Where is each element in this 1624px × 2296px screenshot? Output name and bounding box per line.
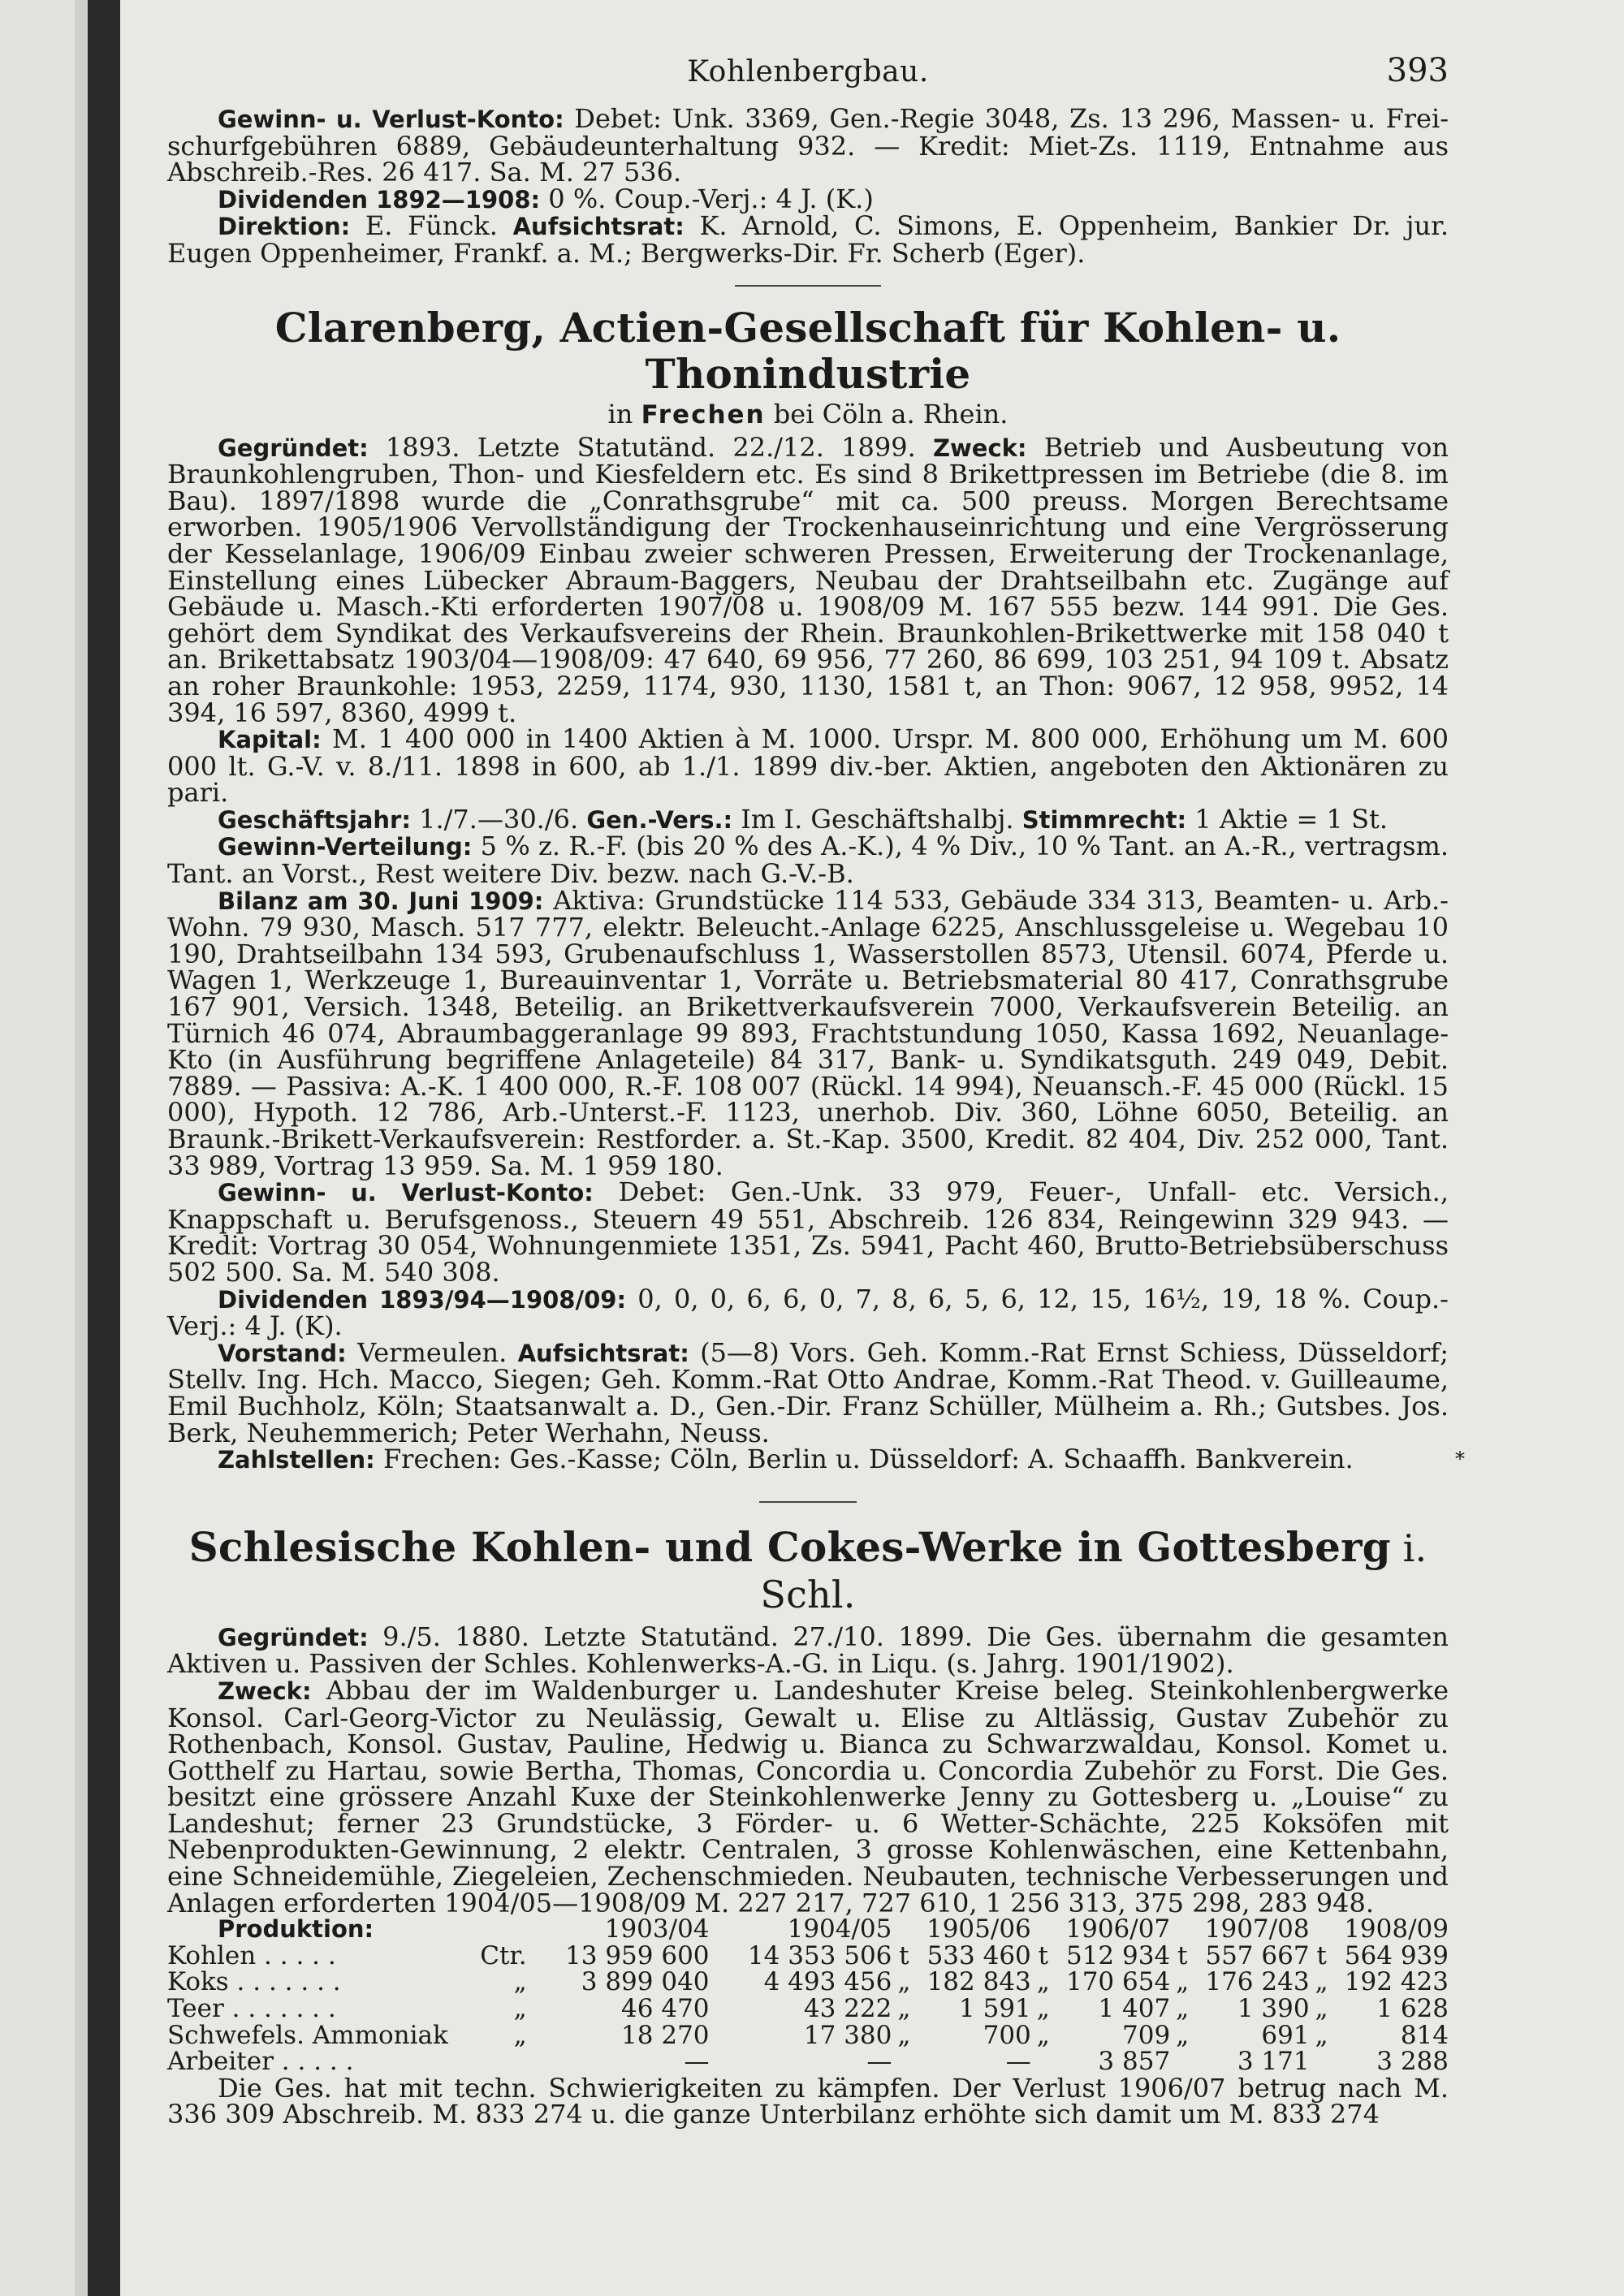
entry-location [167,399,1449,429]
table-row [167,1996,1449,2022]
field-label: Gewinn- u. Verlust-Konto: [218,1179,594,1207]
top-entry [167,103,1449,269]
paragraph-direktion [167,210,1449,269]
unit-mark: „ [1315,1994,1328,2024]
unit-mark: „ [897,1967,911,1997]
field-label: Gegründet: [218,1623,369,1651]
paragraph-bilanz [167,884,1449,1181]
table-cell: 1 407 [1098,1994,1171,2024]
end-mark: * [1455,1448,1465,1471]
field-label: Aufsichtsrat: [512,213,685,241]
table-cell: 46 470 [621,1994,710,2024]
leader-dots: . . . . . . . [228,1967,341,1997]
paragraph-zweck [167,1674,1449,1918]
field-text: Debet: Gen.-Unk. 33 979, Feuer-, Unfall- etc. Versich., Knappschaft u. Berufsgenoss., Steuern 49 551, Abschreib. 126 834, Reingewinn 329 943. — Kredit: Vortrag 30 054, Wohnungenmiete 1351, Zs. 5941, Pacht 460, Brutto-Betriebsüberschuss 502 500. Sa. M. 540 308. [167,1176,1449,1288]
field-text: (5—8) Vors. Geh. Komm.-Rat Ernst Schiess, Düsseldorf; Stellv. Ing. Hch. Macco, Siegen; Geh. Komm.-Rat Otto Andrae, Komm.-Rat Theod. v. Guilleaume, Emil Buchholz, Köln; Staatsanwalt a. D., Gen.-Dir. Franz Schüller, Mülheim a. Rh.; Gutsbes. Jos. Berk, Neuhemmerich; Peter Werhahn, Neuss. [167,1336,1449,1448]
year-header: 1903/04 [604,1914,710,1944]
unit-mark: „ [1036,1967,1050,1997]
table-cell: 13 959 600 [565,1940,710,1970]
unit-mark: „ [1036,2020,1050,2050]
unit-mark: „ [897,1994,911,2024]
table-cell: 1 390 [1237,1994,1310,2024]
unit-mark: t [1177,1940,1188,1970]
field-text: 1./7.—30./6. [410,803,587,835]
unit-mark: „ [1315,1967,1328,1997]
unit-mark: „ [1176,1967,1190,1997]
entry-schlesische [167,1524,1449,2128]
field-label: Gewinn-Verteilung: [218,833,473,861]
table-cell: 700 [983,2020,1031,2050]
unit-mark: t [1038,1940,1049,1970]
entry-title-main: Schlesische Kohlen- und Cokes-Werke in Gottesberg [188,1522,1391,1571]
entry-title: Clarenberg, Actien-Gesellschaft für Kohlen- u. Thonindustrie [274,303,1341,399]
row-name: Schwefels. Ammoniak [167,2020,448,2050]
table-cell: 557 667 [1205,1940,1310,1970]
unit-mark: „ [1315,2020,1328,2050]
field-label: Zahlstellen: [218,1446,375,1474]
section-divider [759,1501,857,1503]
table-cell: 17 380 [803,2020,892,2050]
row-unit [476,2048,527,2075]
book-spine [88,0,120,2296]
paragraph-gewinn-verteilung [167,831,1449,890]
facing-page-strip [0,0,88,2296]
table-cell: 1 628 [1376,1994,1449,2024]
field-text: 5 % z. R.-F. (bis 20 % des A.-K.), 4 % Div., 10 % Tant. an A.-R., vertragsm. Tant. an Vorst., Rest weitere Div. bezw. nach G.-V.-B. [167,831,1449,890]
field-text: 1893. Letzte Statutänd. 22./12. 1899. [368,431,933,463]
row-name: Kohlen [167,1940,257,1970]
field-text: Dr. jur. Eugen Oppenheimer, Frankf. a. M.; Bergwerks-Dir. Fr. Scherb (Eger). [167,210,1449,269]
field-text: M. 1 400 000 in 1400 Aktien à M. 1000. Urspr. M. 800 000, Erhöhung um M. 600 000 lt. G.-V. v. 8./11. 1898 in 600, ab 1./1. 1899 div.-ber. Aktien, angeboten den Aktionären zu pari. [167,723,1449,809]
paragraph-gegruendet [167,431,1449,728]
field-label: Zweck: [218,1677,312,1705]
section-divider [735,285,881,287]
table-cell: 3 288 [1376,2047,1449,2077]
table-cell: — [684,2047,710,2077]
table-cell: 709 [1122,2020,1171,2050]
row-unit: „ [513,1967,527,1997]
year-header: 1904/05 [787,1914,892,1944]
row-unit: Ctr. [480,1940,527,1970]
field-text: Abschreib.-Res. 26 417. Sa. M. 27 536. [167,157,682,188]
field-text: 1 Aktie = 1 St. [1186,803,1389,835]
year-header: 1906/07 [1065,1914,1171,1944]
field-label: Gewinn- u. Verlust-Konto: [218,106,564,133]
unit-mark: „ [1036,1994,1050,2024]
field-text: Debet: Unk. 3369, Gen.-Regie 3048, Zs. 13 296, Massen- u. Frei- [564,103,1449,134]
paragraph-closing: Die Ges. hat mit techn. Schwierigkeiten zu kämpfen. Der Verlust 1906/07 betrug nach M. 336 309 Abschreib. M. 833 274 u. die ganze Unterbilanz erhöhte sich damit um M. 833 274 [167,2072,1449,2130]
field-text: 0 %. Coup.-Verj.: 4 J. (K.) [540,183,874,214]
field-label: Vorstand: [218,1339,347,1367]
row-unit: „ [513,1994,527,2024]
row-name: Koks [167,1967,229,1997]
header-title: Kohlenbergbau. [687,55,929,88]
table-cell: 170 654 [1065,1967,1171,1997]
unit-mark: „ [897,2020,911,2050]
production-header-row [167,1916,1449,1943]
field-label: Bilanz am 30. Juni 1909: [218,887,544,915]
table-cell: 564 939 [1344,1940,1449,1970]
table-row [167,1943,1449,1970]
table-cell: 3 171 [1237,2047,1310,2077]
entry-clarenberg [167,303,1465,1475]
location-town: Frechen [641,399,766,429]
location-prefix: in [607,398,641,429]
unit-mark: „ [1176,2020,1190,2050]
table-row [167,2022,1449,2049]
field-text: 0, 0, 0, 6, 6, 0, 7, 8, 6, 5, 6, 12, 15, 16½, 19, 18 %. Coup.-Verj.: 4 J. (K). [167,1283,1449,1342]
field-label: Gen.-Vers.: [586,805,733,834]
leader-dots: . . . . . . . [223,1994,336,2024]
field-text: schurfgebühren 6889, Gebäudeunterhaltung 932. — Kredit: Miet-Zs. 1119, Entnahme aus [167,130,1449,162]
row-name: Teer [167,1994,224,2024]
unit-mark: t [899,1940,909,1970]
field-label: Zweck: [932,434,1027,462]
paragraph-gewinn-verlust [167,103,1449,188]
table-cell: 192 423 [1344,1967,1449,1997]
field-label: Stimmrecht: [1021,805,1187,834]
field-text: Im I. Geschäftshalbj. [732,803,1022,835]
table-cell: 4 493 456 [763,1967,892,1997]
field-label: Aufsichtsrat: [517,1339,689,1367]
field-text: Aktiva: Grundstücke 114 533, Gebäude 334 313, Beamten- u. Arb.-Wohn. 79 930, Masch. 517 777, elektr. Beleucht.-Anlage 6225, Anschlussgeleise u. Wegebau 10 190, Drahtseilbahn 134 593, Grubenaufschluss 1, Wasserstollen 8573, Utensil. 6074, Pferde u. Wagen 1, Werkzeuge 1, Bureauinventar 1, Vorräte u. Betriebsmaterial 80 417, Conrathsgrube 167 901, Versich. 1348, Beteilig. an Brikettverkaufsverein 7000, Verkaufsverein Beteilig. an Türnich 46 074, Abraumbaggeranlage 99 893, Frachtstundung 1050, Kassa 1692, Neuanlage-Kto (in Ausführung begriffene Anlageteile) 84 317, Bank- u. Syndikatsguth. 249 049, Debit. 7889. — Passiva: A.-K. 1 400 000, R.-F. 108 007 (Rückl. 14 994), Neuansch.-F. 45 000 (Rückl. 15 000), Hypoth. 12 786, Arb.-Unterst.-F. 1123, unerhob. Div. 360, Löhne 6050, Beteilig. an Braunk.-Brikett-Verkaufsverein: Restforder. a. St.-Kap. 3500, Kredit. 82 404, Div. 252 000, Tant. 33 989, Vortrag 13 959. Sa. M. 1 959 180. [167,884,1449,1181]
table-cell: 182 843 [926,1967,1031,1997]
leader-dots: . . . . . [273,2047,354,2077]
paragraph-dividenden [167,1283,1449,1342]
field-text: Abbau der im Waldenburger u. Landeshuter Kreise beleg. Steinkohlenbergwerke Konsol. Carl-Georg-Victor zu Neulässig, Gewalt u. Elise zu Altlässig, Gustav Zubehör zu Rothenbach, Konsol. Gustav, Pauline, Hedwig u. Bianca zu Schwarzwaldau, Konsol. Komet u. Gotthelf zu Hartau, sowie Bertha, Thomas, Concordia u. Concordia Zubehör zu Forst. Die Ges. besitzt eine grössere Anzahl Kuxe der Steinkohlenwerke Jenny zu Gottesberg u. „Louise“ zu Landeshut; ferner 23 Grundstücke, 3 Förder- u. 6 Wetter-Schächte, 225 Koksöfen mit Nebenprodukten-Gewinnung, 2 elektr. Centralen, 3 grosse Kohlenwäschen, eine Kettenbahn, eine Schneidemühle, Ziegeleien, Zechenschmieden. Neubauten, technische Verbesserungen und Anlagen erforderten 1904/05—1908/09 M. 227 217, 727 610, 1 256 313, 375 298, 283 948. [167,1674,1449,1918]
production-table [167,1916,1449,2075]
table-cell: 691 [1261,2020,1310,2050]
table-cell: 1 591 [959,1994,1031,2024]
row-unit: „ [513,2020,527,2050]
table-cell: 176 243 [1205,1967,1310,1997]
field-text: K. Arnold, C. Simons, E. Oppenheim, Bankier [684,210,1337,242]
text-column [167,49,1465,2130]
production-label: Produktion: [218,1915,374,1944]
year-header: 1907/08 [1204,1914,1310,1944]
field-text: E. Fünck. [350,210,513,242]
location-suffix: bei Cöln a. Rhein. [765,398,1009,429]
paragraph-geschaeftsjahr [167,803,1449,835]
table-cell: 43 222 [803,1994,892,2024]
year-header: 1905/06 [926,1914,1031,1944]
paragraph-zahlstellen [167,1444,1465,1475]
table-row [167,2048,1449,2075]
field-text: Vermeulen. [346,1336,518,1368]
year-header: 1908/09 [1344,1914,1449,1944]
field-label: Dividenden 1892—1908: [218,185,541,214]
table-cell: 3 857 [1098,2047,1171,2077]
table-cell: — [1005,2047,1031,2077]
row-name: Arbeiter [167,2047,274,2077]
entry-title-suffix: i. Schl. [760,1526,1427,1617]
paragraph-gewinn-verlust [167,1176,1449,1288]
table-row [167,1969,1449,1996]
table-cell: 512 934 [1065,1940,1171,1970]
table-cell: 3 899 040 [581,1967,710,1997]
unit-mark: t [1316,1940,1327,1970]
field-label: Direktion: [218,213,351,241]
table-cell: 14 353 506 [747,1940,892,1970]
field-text: Betrieb und Ausbeutung von Braunkohlengruben, Thon- und Kiesfeldern etc. Es sind 8 Brikettpressen im Betriebe (die 8. im Bau). 1897/1898 wurde die „Conrathsgrube“ mit ca. 500 preuss. Morgen Berechtsame erworben. 1905/1906 Vervollständigung der Trockenhauseinrichtung und eine Vergrösserung der Kesselanlage, 1906/09 Einbau zweier schweren Pressen, Erweiterung der Trockenanlage, Einstellung eines Lübecker Abraum-Baggers, Neubau der Drahtseilbahn etc. Zugänge auf Gebäude u. Masch.-Kti erforderten 1907/08 u. 1908/09 M. 167 555 bezw. 144 991. Die Ges. gehört dem Syndikat des Verkaufsvereins der Rhein. Braunkohlen-Brikettwerke mit 158 040 t an. Brikettabsatz 1903/04—1908/09: 47 640, 69 956, 77 260, 86 699, 103 251, 94 109 t. Absatz an roher Braunkohle: 1953, 2259, 1174, 930, 1130, 1581 t, an Thon: 9067, 12 958, 9952, 14 394, 16 597, 8360, 4999 t. [167,431,1449,728]
field-text: Frechen: Ges.-Kasse; Cöln, Berlin u. Düsseldorf: A. Schaaffh. Bankverein. [374,1444,1354,1475]
table-cell: 18 270 [621,2020,710,2050]
running-header [167,49,1449,94]
table-cell: 814 [1400,2020,1449,2050]
field-label: Dividenden 1893/94—1908/09: [218,1285,627,1314]
table-cell: 533 460 [926,1940,1031,1970]
paragraph-dividenden [167,183,1449,214]
page-number: 393 [1386,52,1449,89]
leader-dots: . . . . . [256,1940,336,1970]
entry-title [167,1524,1449,1617]
field-text: 9./5. 1880. Letzte Statutänd. 27./10. 1899. Die Ges. übernahm die gesamten Aktiven u. Passiven der Schles. Kohlenwerks-A.-G. in Liqu. (s. Jahrg. 1901/1902). [167,1621,1449,1680]
unit-mark: „ [1176,1994,1190,2024]
table-cell: — [866,2047,892,2077]
field-label: Geschäftsjahr: [218,805,411,834]
field-label: Gegründet: [218,434,369,462]
paragraph-kapital [167,723,1449,809]
paragraph-vorstand [167,1336,1449,1448]
paragraph-gegruendet [167,1621,1449,1680]
field-label: Kapital: [218,726,322,754]
